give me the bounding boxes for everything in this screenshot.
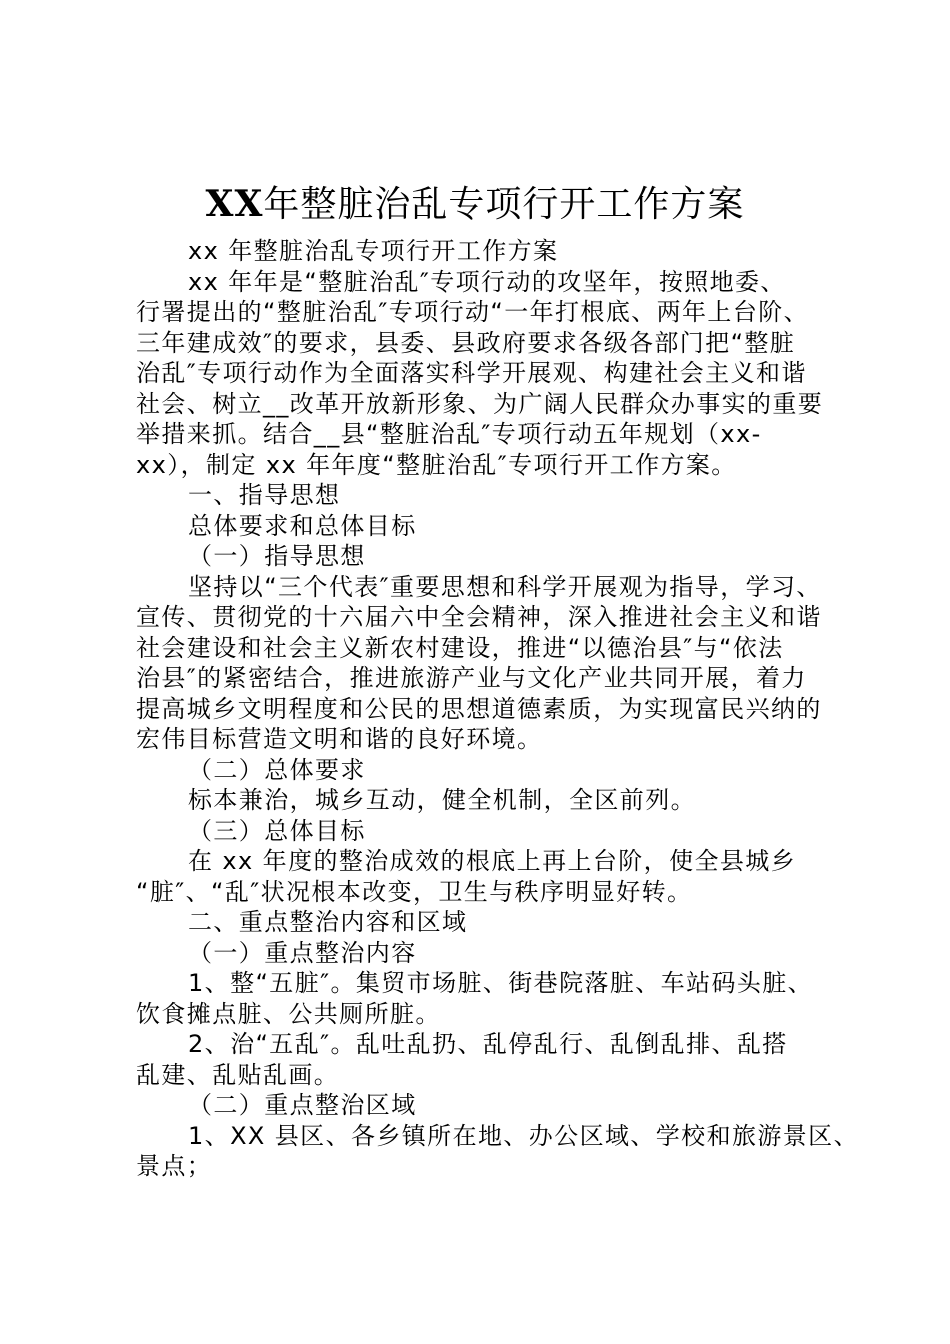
body-line: 在 xx 年度的整治成效的根底上再上台阶，使全县城乡 — [188, 847, 797, 875]
body-line: 1、整“五脏″。集贸市场脏、街巷院落脏、车站码头脏、 — [188, 969, 814, 997]
document-title — [0, 180, 950, 229]
body-line: 举措来抓。结合__县“整脏治乱″专项行动五年规划（xx- — [136, 420, 762, 448]
body-line: 社会、树立__改革开放新形象、为广阔人民群众办事实的重要 — [136, 389, 824, 418]
body-line: 坚持以“三个代表″重要思想和科学开展观为指导，学习、 — [188, 572, 822, 601]
body-line: 1、XX 县区、各乡镇所在地、办公区域、学校和旅游景区、 — [188, 1121, 859, 1150]
body-line: 2、治“五乱″。乱吐乱扔、乱停乱行、乱倒乱排、乱搭 — [188, 1030, 788, 1058]
body-line: 景点； — [136, 1152, 213, 1180]
body-line: 乱建、乱贴乱画。 — [136, 1060, 340, 1089]
body-line: xx 年年是“整脏治乱″专项行动的攻坚年，按照地委、 — [188, 267, 786, 296]
body-line: 社会建设和社会主义新农村建设，推进“以德治县″与“依法 — [136, 633, 784, 662]
body-line: xx），制定 xx 年年度“整脏治乱″专项行开工作方案。 — [136, 450, 737, 479]
body-line: 治县″的紧密结合，推进旅游产业与文化产业共同开展，着力 — [136, 664, 807, 692]
subsection-heading: （一）指导思想 — [188, 542, 366, 570]
body-line: 三年建成效″的要求，县委、县政府要求各级各部门把“整脏 — [136, 328, 796, 357]
body-line: 标本兼治，城乡互动，健全机制，全区前列。 — [188, 786, 696, 814]
body-line: 饮食摊点脏、公共厕所脏。 — [136, 999, 441, 1028]
body-line: 宣传、贯彻党的十六届六中全会精神，深入推进社会主义和谐 — [136, 603, 822, 631]
body-line: 提高城乡文明程度和公民的思想道德素质，为实现富民兴纳的 — [136, 694, 822, 723]
subsection-heading: （三）总体目标 — [188, 816, 366, 845]
body-line: “脏″、“乱″状况根本改变，卫生与秩序明显好转。 — [136, 877, 693, 906]
subsection-heading: （一）重点整治内容 — [188, 938, 417, 967]
subsection-heading: （二）总体要求 — [188, 755, 366, 784]
title-text: 年整脏治乱专项行开工作方案 — [263, 184, 745, 225]
body-line: 总体要求和总体目标 — [188, 511, 417, 540]
section-heading: 一、指导思想 — [188, 481, 341, 509]
title-latin: XX — [205, 183, 264, 225]
body-line: 宏伟目标营造文明和谐的良好环境。 — [136, 725, 543, 753]
body-line: xx 年整脏治乱专项行开工作方案 — [188, 237, 559, 265]
document-body — [136, 236, 859, 1182]
section-heading: 二、重点整治内容和区域 — [188, 908, 468, 936]
body-line: 行署提出的“整脏治乱″专项行动“一年打根底、两年上台阶、 — [136, 298, 810, 326]
body-line: 治乱″专项行动作为全面落实科学开展观、构建社会主义和谐 — [136, 359, 807, 387]
subsection-heading: （二）重点整治区域 — [188, 1091, 417, 1119]
